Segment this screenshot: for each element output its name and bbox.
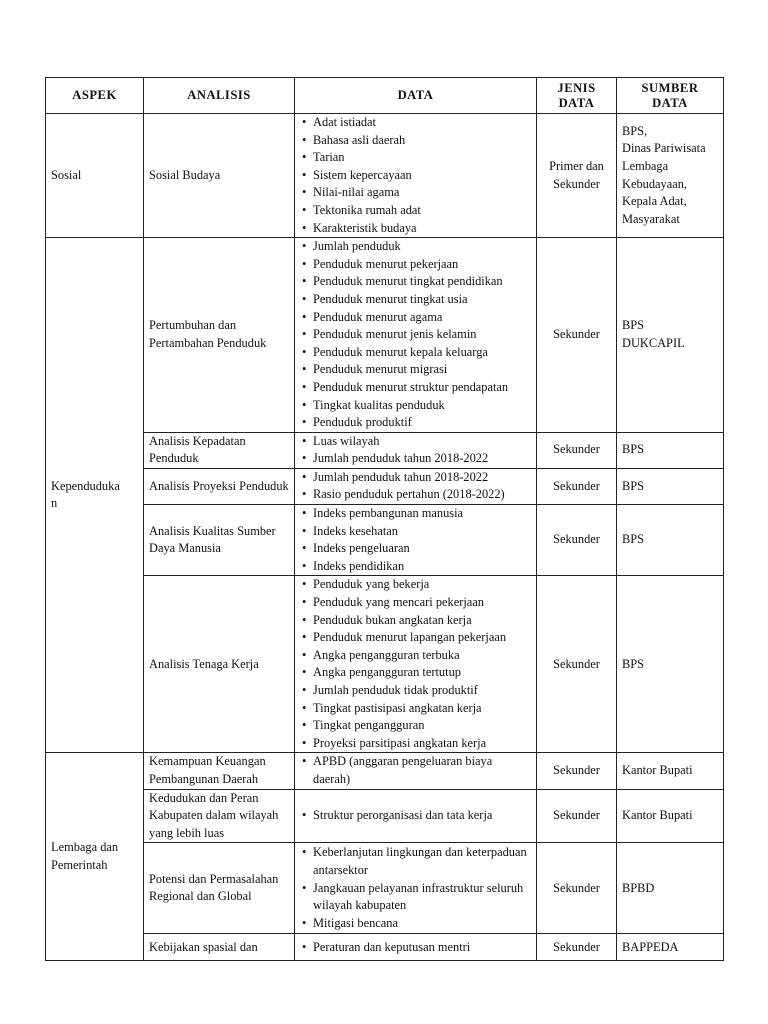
list-item: • Penduduk menurut pekerjaan [300,256,531,274]
list-item: • Peraturan dan keputusan mentri [300,939,531,957]
list-item: • Tarian [300,149,531,167]
sumber-data-cell: BAPPEDA [617,934,724,961]
table-body [46,114,724,961]
analisis-cell: Kemampuan Keuangan Pembangunan Daerah [144,753,295,789]
table-row [46,753,724,789]
data-list [300,469,531,504]
list-item: • Penduduk menurut tingkat usia [300,291,531,309]
analisis-cell: Analisis Kualitas Sumber Daya Manusia [144,505,295,576]
table-row [46,576,724,753]
sumber-data-cell: BPS DUKCAPIL [617,238,724,433]
data-list [300,114,531,237]
data-list [300,576,531,752]
list-item: • Indeks pendidikan [300,558,531,576]
data-cell [295,468,537,504]
list-item: • Jumlah penduduk tahun 2018-2022 [300,450,531,468]
jenis-data-cell: Sekunder [537,468,617,504]
analisis-cell: Analisis Proyeksi Penduduk [144,468,295,504]
jenis-data-cell: Primer dan Sekunder [537,114,617,238]
data-cell [295,576,537,753]
sumber-data-cell: BPS [617,505,724,576]
list-item: • Mitigasi bencana [300,915,531,933]
list-item: • Karakteristik budaya [300,220,531,238]
list-item: • Penduduk yang mencari pekerjaan [300,594,531,612]
data-list [300,807,531,825]
list-item: • Rasio penduduk pertahun (2018-2022) [300,486,531,504]
sumber-data-cell: BPS, Dinas Pariwisata Lembaga Kebudayaan, Kepala Adat, Masyarakat [617,114,724,238]
table-header-row [46,78,724,114]
list-item: • Penduduk menurut migrasi [300,361,531,379]
list-item: • Penduduk menurut jenis kelamin [300,326,531,344]
data-cell [295,432,537,468]
data-list [300,505,531,575]
list-item: • Penduduk yang bekerja [300,576,531,594]
list-item: • Angka pengangguran terbuka [300,647,531,665]
sumber-data-cell: BPS [617,468,724,504]
jenis-data-cell: Sekunder [537,789,617,843]
list-item: • Jumlah penduduk tidak produktif [300,682,531,700]
sumber-data-cell: Kantor Bupati [617,753,724,789]
table-row [46,934,724,961]
analisis-cell: Pertumbuhan dan Pertambahan Penduduk [144,238,295,433]
list-item: • Jumlah penduduk tahun 2018-2022 [300,469,531,487]
list-item: • Penduduk bukan angkatan kerja [300,612,531,630]
list-item: • Jumlah penduduk [300,238,531,256]
list-item: • Penduduk produktif [300,414,531,432]
table-row [46,432,724,468]
data-list [300,939,531,957]
table-row [46,238,724,433]
list-item: • Tingkat pengangguran [300,717,531,735]
data-cell [295,934,537,961]
data-list [300,844,531,932]
table-row [46,505,724,576]
data-cell [295,238,537,433]
list-item: • Penduduk menurut struktur pendapatan [300,379,531,397]
list-item: • Keberlanjutan lingkungan dan keterpaduan antarsektor [300,844,531,879]
table-row [46,468,724,504]
header-sumber-data: SUMBER DATA [617,78,724,114]
jenis-data-cell: Sekunder [537,432,617,468]
list-item: • Struktur perorganisasi dan tata kerja [300,807,531,825]
jenis-data-cell: Sekunder [537,505,617,576]
list-item: • Tingkat pastisipasi angkatan kerja [300,700,531,718]
data-list [300,433,531,468]
list-item: • Penduduk menurut lapangan pekerjaan [300,629,531,647]
table-row [46,114,724,238]
sumber-data-cell: Kantor Bupati [617,789,724,843]
jenis-data-cell: Sekunder [537,843,617,934]
jenis-data-cell: Sekunder [537,238,617,433]
aspek-cell: Lembaga dan Pemerintah [46,753,144,961]
list-item: • Penduduk menurut agama [300,309,531,327]
analisis-cell: Analisis Kepadatan Penduduk [144,432,295,468]
analisis-cell: Kedudukan dan Peran Kabupaten dalam wilayah yang lebih luas [144,789,295,843]
sumber-data-cell: BPS [617,432,724,468]
aspek-cell: Sosial [46,114,144,238]
header-aspek: ASPEK [46,78,144,114]
header-analisis: ANALISIS [144,78,295,114]
header-data: DATA [295,78,537,114]
list-item: • Bahasa asli daerah [300,132,531,150]
data-list [300,753,531,788]
list-item: • Penduduk menurut kepala keluarga [300,344,531,362]
analisis-cell: Analisis Tenaga Kerja [144,576,295,753]
list-item: • Proyeksi parsitipasi angkatan kerja [300,735,531,753]
list-item: • Jangkauan pelayanan infrastruktur seluruh wilayah kabupaten [300,880,531,915]
list-item: • Adat istiadat [300,114,531,132]
sumber-data-cell: BPS [617,576,724,753]
analisis-cell: Potensi dan Permasalahan Regional dan Global [144,843,295,934]
table-row [46,789,724,843]
data-cell [295,114,537,238]
data-cell [295,789,537,843]
list-item: • Tektonika rumah adat [300,202,531,220]
list-item: • Penduduk menurut tingkat pendidikan [300,273,531,291]
list-item: • Sistem kepercayaan [300,167,531,185]
analisis-cell: Sosial Budaya [144,114,295,238]
data-list [300,238,531,432]
list-item: • APBD (anggaran pengeluaran biaya daerah) [300,753,531,788]
table-row [46,843,724,934]
header-jenis-data: JENIS DATA [537,78,617,114]
data-cell [295,753,537,789]
list-item: • Nilai-nilai agama [300,184,531,202]
data-cell [295,505,537,576]
sumber-data-cell: BPBD [617,843,724,934]
list-item: • Angka pengangguran tertutup [300,664,531,682]
data-table [45,77,724,961]
list-item: • Luas wilayah [300,433,531,451]
jenis-data-cell: Sekunder [537,753,617,789]
list-item: • Indeks pengeluaran [300,540,531,558]
list-item: • Indeks kesehatan [300,523,531,541]
data-cell [295,843,537,934]
aspek-cell: Kependuduka n [46,238,144,753]
list-item: • Tingkat kualitas penduduk [300,397,531,415]
list-item: • Indeks pembangunan manusia [300,505,531,523]
jenis-data-cell: Sekunder [537,576,617,753]
jenis-data-cell: Sekunder [537,934,617,961]
analisis-cell: Kebijakan spasial dan [144,934,295,961]
